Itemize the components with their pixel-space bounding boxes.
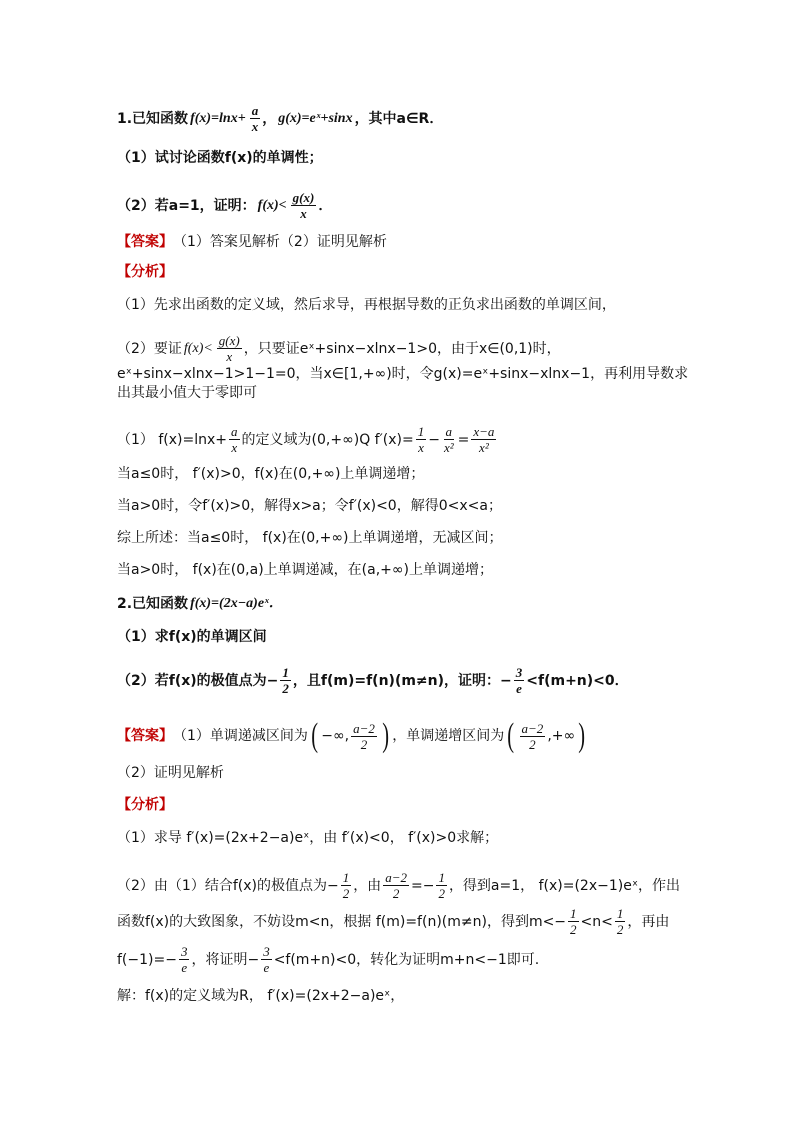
q2-answer: 【答案】 （1）单调递减区间为 ( −∞, $\frac{a-2}{2}$ ) ，单调递增区间为 ( $\frac{a-2}{2}$ ,+∞ ) [117, 717, 586, 754]
q1-answer-text: （1）答案见解析（2）证明见解析 [173, 234, 387, 250]
q1-head: 1.已知函数 [117, 110, 189, 127]
answer-tag: 【答案】 [117, 234, 173, 250]
q1-solution-5: 当a>0时， f(x)在(0,a)上单调递减，在(a,+∞)上单调递增； [117, 562, 494, 578]
q2-solution: 解：f(x)的定义域为R， f′(x)=(2x+2−a)eˣ， [117, 988, 405, 1004]
q1-analysis-3: eˣ+sinx−xlnx−1>1−1=0，当x∈[1,+∞)时，令g(x)=eˣ+sinx−xlnx−1，再利用导数求 [117, 366, 689, 382]
q1-f-def: f(x)=lnx+ [190, 110, 246, 126]
q1-solution-4: 综上所述：当a≤0时， f(x)在(0,+∞)上单调递增，无减区间； [117, 530, 503, 546]
q1-part1: （1）试讨论函数f(x)的单调性； [117, 150, 323, 166]
q2-analysis-1: （1）求导 f′(x)=(2x+2−a)eˣ，由 f′(x)<0， f′(x)>0求解； [117, 830, 499, 846]
q2-analysis-tag: 【分析】 [117, 797, 173, 813]
q2-analysis-2: （2）由（1）结合f(x)的极值点为− $\frac{1}{2}$ ，由 $\frac{a-2}{2}$ =− $\frac{1}{2}$ ，得到a=1， f(x)=(2x−1)eˣ，作出 [117, 870, 681, 901]
q2-statement: 2.已知函数 f(x)=(2x−a)eˣ． [117, 596, 283, 612]
q1-g-def: g(x)=eˣ+sinx [278, 110, 353, 126]
q2-part2: （2）若f(x)的极值点为− $\frac{1}{2}$ ，且f(m)=f(n)(m≠n)，证明：− $\frac{3}{e}$ <f(m+n)<0． [117, 665, 629, 696]
q1-fraction-gx-over-x: $\frac{g(x)}{x}$ [292, 190, 315, 221]
q1-fraction-a-over-x: $\frac{a}{x}$ [251, 103, 259, 134]
q1-solution-1: （1） f(x)=lnx+ $\frac{a}{x}$ 的定义域为(0,+∞)Q f′(x)= $\frac{1}{x}$ − $\frac{a}{\text{x²}}$ = $\frac{x-a}{\text{x²}}$ [117, 424, 495, 455]
q2-analysis-3: 函数f(x)的大致图象，不妨设m<n，根据 f(m)=f(n)(m≠n)，得到m<− $\frac{1}{2}$ <n< $\frac{1}{2}$ ，再由 [117, 906, 670, 937]
q1-analysis-4: 出其最小值大于零即可 [117, 385, 257, 401]
q1-answer [117, 232, 717, 252]
q1-analysis-fraction: $\frac{g(x)}{x}$ [218, 333, 240, 364]
q1-part2: （2）若a=1，证明： f(x)< $\frac{g(x)}{x}$ ． [117, 190, 333, 221]
q2-answer-2: （2）证明见解析 [117, 765, 224, 781]
q2-analysis-4: f(−1)=− $\frac{3}{e}$ ，将证明− $\frac{3}{e}$ <f(m+n)<0，转化为证明m+n<−1即可. [117, 944, 540, 975]
q1-analysis-2: （2）要证 f(x)< $\frac{g(x)}{x}$ ，只要证eˣ+sinx−xlnx−1>0，由于x∈(0,1)时， [117, 333, 561, 364]
q1-analysis-1: （1）先求出函数的定义域，然后求导，再根据导数的正负求出函数的单调区间， [117, 297, 616, 313]
q1-solution-2: 当a≤0时， f′(x)>0，f(x)在(0,+∞)上单调递增； [117, 466, 425, 482]
q1-statement: 1.已知函数 f(x)=lnx+ $\frac{a}{x}$ ， g(x)=eˣ+sinx ，其中a∈R． [117, 103, 444, 134]
q2-part1: （1）求f(x)的单调区间 [117, 629, 267, 645]
q1-tail: ，其中a∈R． [354, 110, 444, 127]
q1-solution-3: 当a>0时，令f′(x)>0，解得x>a；令f′(x)<0，解得0<x<a； [117, 498, 502, 514]
q1-analysis-tag: 【分析】 [117, 264, 173, 280]
